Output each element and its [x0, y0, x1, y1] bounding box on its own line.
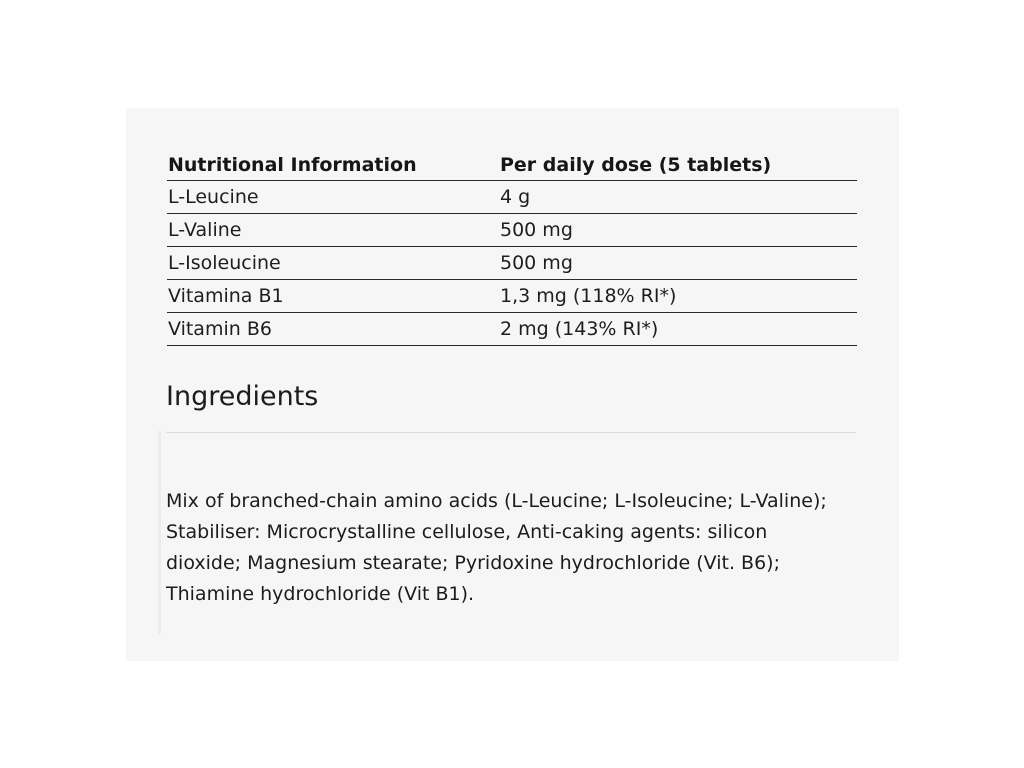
nutrition-header-name: Nutritional Information — [167, 148, 499, 181]
nutrition-header-dose: Per daily dose (5 tablets) — [499, 148, 857, 181]
nutrient-value: 500 mg — [499, 247, 857, 280]
table-row — [167, 280, 857, 313]
nutrient-name: L-Isoleucine — [167, 247, 499, 280]
nutrient-name: L-Valine — [167, 214, 499, 247]
ingredients-heading: Ingredients — [166, 381, 319, 412]
nutrition-table-header-row — [167, 148, 857, 181]
nutrient-value: 1,3 mg (118% RI*) — [499, 280, 857, 313]
product-info-panel — [126, 108, 899, 661]
nutrient-value: 500 mg — [499, 214, 857, 247]
table-row — [167, 214, 857, 247]
table-row — [167, 181, 857, 214]
ingredients-divider — [166, 432, 856, 433]
ingredients-accent-bar — [158, 431, 161, 634]
nutrient-name: Vitamina B1 — [167, 280, 499, 313]
nutrient-name: L-Leucine — [167, 181, 499, 214]
table-row — [167, 313, 857, 346]
ingredients-text: Mix of branched-chain amino acids (L-Leucine; L-Isoleucine; L-Valine); Stabiliser: Microcrystalline cellulose, Anti-caking agents: silicon dioxide; Magnesium stearate; Pyridoxine hydrochloride (Vit. B6); Thiamine hydrochloride (Vit B1). — [166, 490, 827, 605]
nutrient-value: 4 g — [499, 181, 857, 214]
nutrient-value: 2 mg (143% RI*) — [499, 313, 857, 346]
table-row — [167, 247, 857, 280]
nutrient-name: Vitamin B6 — [167, 313, 499, 346]
nutrition-table — [167, 148, 857, 346]
